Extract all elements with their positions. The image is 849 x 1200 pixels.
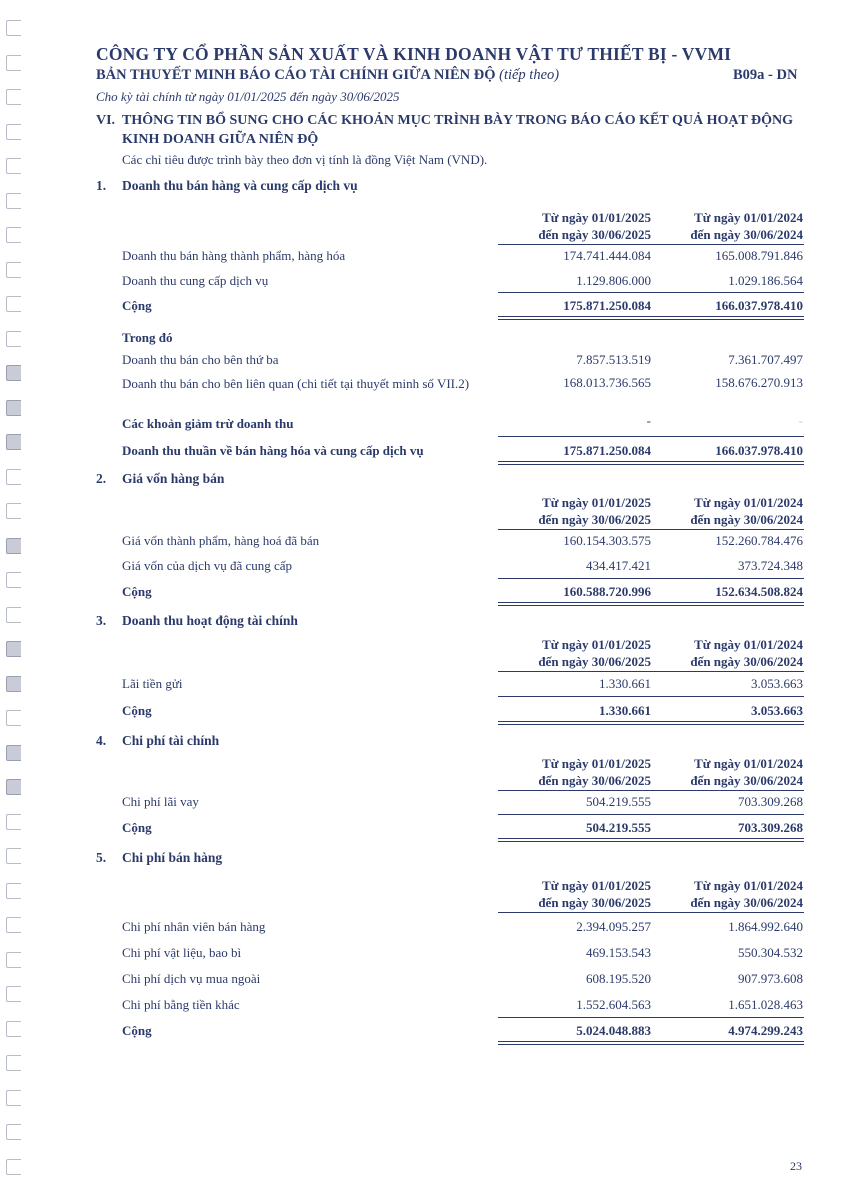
binder-ring bbox=[6, 952, 21, 968]
note-3-title: Doanh thu hoạt động tài chính bbox=[122, 613, 298, 628]
binder-ring bbox=[6, 503, 21, 519]
note-2-col-2025 bbox=[538, 494, 651, 528]
binder-ring bbox=[6, 538, 21, 554]
binder-ring bbox=[6, 400, 21, 416]
total-label: Cộng bbox=[122, 1023, 152, 1038]
total-cell: 1.330.661 bbox=[599, 703, 651, 718]
col-2024-line2: đến ngày 30/06/2024 bbox=[690, 512, 803, 527]
binder-ring bbox=[6, 814, 21, 830]
binder-ring bbox=[6, 779, 21, 795]
table-cell: 165.008.791.846 bbox=[715, 248, 803, 263]
binder-ring bbox=[6, 434, 21, 450]
table-cell: 158.676.270.913 bbox=[715, 375, 803, 390]
col-2025-line1: Từ ngày 01/01/2025 bbox=[542, 878, 651, 893]
total-cell: 152.634.508.824 bbox=[715, 584, 803, 599]
table-row-label: Giá vốn của dịch vụ đã cung cấp bbox=[122, 558, 293, 573]
binder-ring bbox=[6, 848, 21, 864]
company-name: CÔNG TY CỔ PHẦN SẢN XUẤT VÀ KINH DOANH VẬT TƯ THIẾT BỊ - VVMI bbox=[96, 44, 732, 64]
note-1-title: Doanh thu bán hàng và cung cấp dịch vụ bbox=[122, 178, 358, 193]
total-cell: 703.309.268 bbox=[738, 820, 803, 835]
total-cell: 504.219.555 bbox=[586, 820, 651, 835]
table-cell: - bbox=[798, 413, 803, 428]
binder-ring bbox=[6, 158, 21, 174]
binder-ring bbox=[6, 262, 21, 278]
total-label: Cộng bbox=[122, 820, 152, 835]
subheading-label: Trong đó bbox=[122, 330, 173, 345]
binder-ring bbox=[6, 917, 21, 933]
total-cell: 175.871.250.084 bbox=[563, 298, 651, 313]
binder-ring bbox=[6, 710, 21, 726]
reporting-period: Cho kỳ tài chính từ ngày 01/01/2025 đến ngày 30/06/2025 bbox=[96, 89, 400, 104]
binder-ring bbox=[6, 745, 21, 761]
total-label: Cộng bbox=[122, 298, 152, 313]
col-2024-line1: Từ ngày 01/01/2024 bbox=[694, 637, 803, 652]
binder-ring bbox=[6, 227, 21, 243]
col-2024-line2: đến ngày 30/06/2024 bbox=[690, 895, 803, 910]
note-5-col-2024 bbox=[690, 877, 803, 911]
table-row-label: Các khoản giảm trừ doanh thu bbox=[122, 416, 294, 431]
section-number: VI. bbox=[96, 113, 116, 128]
table-row-label: Lãi tiền gửi bbox=[122, 676, 183, 691]
col-2024-line2: đến ngày 30/06/2024 bbox=[690, 773, 803, 788]
note-3-col-2024 bbox=[690, 636, 803, 670]
table-cell: 373.724.348 bbox=[738, 558, 803, 573]
col-2024-line2: đến ngày 30/06/2024 bbox=[690, 227, 803, 242]
table-row-label: Chi phí nhân viên bán hàng bbox=[122, 919, 266, 934]
binder-ring bbox=[6, 469, 21, 485]
binder-ring bbox=[6, 1090, 21, 1106]
note-1-col-2025 bbox=[538, 209, 651, 243]
table-cell: 907.973.608 bbox=[738, 971, 803, 986]
binder-edge bbox=[6, 20, 24, 1180]
col-2025-line2: đến ngày 30/06/2025 bbox=[538, 773, 651, 788]
col-2025-line2: đến ngày 30/06/2025 bbox=[538, 512, 651, 527]
report-subtitle bbox=[96, 67, 559, 84]
col-2024-line1: Từ ngày 01/01/2024 bbox=[694, 756, 803, 771]
binder-ring bbox=[6, 193, 21, 209]
table-cell: 469.153.543 bbox=[586, 945, 651, 960]
binder-ring bbox=[6, 331, 21, 347]
table-cell: 1.330.661 bbox=[599, 676, 651, 691]
binder-ring bbox=[6, 124, 21, 140]
binder-ring bbox=[6, 676, 21, 692]
table-cell: 1.029.186.564 bbox=[728, 273, 803, 288]
table-cell: 1.129.806.000 bbox=[576, 273, 651, 288]
col-2024-line1: Từ ngày 01/01/2024 bbox=[694, 878, 803, 893]
col-2024-line1: Từ ngày 01/01/2024 bbox=[694, 210, 803, 225]
note-4-col-2025 bbox=[538, 755, 651, 789]
note-4-col-2024 bbox=[690, 755, 803, 789]
col-2025-line2: đến ngày 30/06/2025 bbox=[538, 654, 651, 669]
table-row-label: Doanh thu bán cho bên liên quan (chi tiết tại thuyết minh số VII.2) bbox=[122, 376, 470, 391]
note-1-col-2024 bbox=[690, 209, 803, 243]
note-3-col-2025 bbox=[538, 636, 651, 670]
table-cell: 434.417.421 bbox=[586, 558, 651, 573]
binder-ring bbox=[6, 365, 21, 381]
binder-ring bbox=[6, 1055, 21, 1071]
table-cell: 168.013.736.565 bbox=[563, 375, 651, 390]
table-row-label: Doanh thu bán cho bên thứ ba bbox=[122, 352, 279, 367]
table-cell: 152.260.784.476 bbox=[715, 533, 803, 548]
col-2025-line1: Từ ngày 01/01/2025 bbox=[542, 756, 651, 771]
total-cell: 160.588.720.996 bbox=[563, 584, 651, 599]
table-cell: 608.195.520 bbox=[586, 971, 651, 986]
table-cell: 504.219.555 bbox=[586, 794, 651, 809]
total-label: Cộng bbox=[122, 703, 152, 718]
table-row-label: Giá vốn thành phẩm, hàng hoá đã bán bbox=[122, 533, 320, 548]
col-2024-line2: đến ngày 30/06/2024 bbox=[690, 654, 803, 669]
binder-ring bbox=[6, 1124, 21, 1140]
report-subtitle-note: (tiếp theo) bbox=[499, 67, 560, 83]
table-cell: 1.864.992.640 bbox=[728, 919, 803, 934]
table-cell: - bbox=[646, 413, 651, 428]
report-subtitle-text: BẢN THUYẾT MINH BÁO CÁO TÀI CHÍNH GIỮA NIÊN ĐỘ bbox=[96, 67, 496, 83]
note-3-number: 3. bbox=[96, 613, 107, 628]
table-row-label: Chi phí vật liệu, bao bì bbox=[122, 945, 242, 960]
table-cell: 550.304.532 bbox=[738, 945, 803, 960]
col-2025-line1: Từ ngày 01/01/2025 bbox=[542, 495, 651, 510]
binder-ring bbox=[6, 1159, 21, 1175]
binder-ring bbox=[6, 1021, 21, 1037]
binder-ring bbox=[6, 607, 21, 623]
total-label: Doanh thu thuần về bán hàng hóa và cung cấp dịch vụ bbox=[122, 443, 424, 458]
table-row-label: Chi phí dịch vụ mua ngoài bbox=[122, 971, 261, 986]
col-2025-line1: Từ ngày 01/01/2025 bbox=[542, 210, 651, 225]
binder-ring bbox=[6, 20, 21, 36]
table-cell: 3.053.663 bbox=[751, 676, 803, 691]
table-cell: 7.857.513.519 bbox=[576, 352, 651, 367]
total-label: Cộng bbox=[122, 584, 152, 599]
table-cell: 1.552.604.563 bbox=[576, 997, 651, 1012]
note-5-number: 5. bbox=[96, 850, 107, 865]
table-row-label: Doanh thu cung cấp dịch vụ bbox=[122, 273, 269, 288]
note-5-col-2025 bbox=[538, 877, 651, 911]
note-2-title: Giá vốn hàng bán bbox=[122, 471, 225, 486]
note-5-title: Chi phí bán hàng bbox=[122, 850, 223, 865]
binder-ring bbox=[6, 296, 21, 312]
note-2-number: 2. bbox=[96, 471, 107, 486]
table-cell: 2.394.095.257 bbox=[576, 919, 651, 934]
binder-ring bbox=[6, 572, 21, 588]
currency-note: Các chỉ tiêu được trình bày theo đơn vị tính là đồng Việt Nam (VND). bbox=[122, 152, 488, 167]
form-code: B09a - DN bbox=[733, 67, 798, 83]
total-cell: 3.053.663 bbox=[751, 703, 803, 718]
note-4-title: Chi phí tài chính bbox=[122, 733, 220, 748]
section-title: THÔNG TIN BỔ SUNG CHO CÁC KHOẢN MỤC TRÌNH BÀY TRONG BÁO CÁO KẾT QUẢ HOẠT ĐỘNG KINH DOANH GIỮA NIÊN ĐỘ bbox=[122, 113, 794, 147]
binder-ring bbox=[6, 986, 21, 1002]
col-2024-line1: Từ ngày 01/01/2024 bbox=[694, 495, 803, 510]
table-cell: 703.309.268 bbox=[738, 794, 803, 809]
binder-ring bbox=[6, 641, 21, 657]
note-2-col-2024 bbox=[690, 494, 803, 528]
total-cell: 5.024.048.883 bbox=[576, 1023, 651, 1038]
table-cell: 7.361.707.497 bbox=[728, 352, 803, 367]
table-row-label: Chi phí bằng tiền khác bbox=[122, 997, 240, 1012]
total-cell: 4.974.299.243 bbox=[728, 1023, 803, 1038]
table-cell: 160.154.303.575 bbox=[563, 533, 651, 548]
note-4-number: 4. bbox=[96, 733, 107, 748]
table-row-label: Doanh thu bán hàng thành phẩm, hàng hóa bbox=[122, 248, 346, 263]
table-row-label: Chi phí lãi vay bbox=[122, 794, 199, 809]
total-cell: 166.037.978.410 bbox=[715, 298, 803, 313]
binder-ring bbox=[6, 883, 21, 899]
binder-ring bbox=[6, 89, 21, 105]
table-cell: 1.651.028.463 bbox=[728, 997, 803, 1012]
col-2025-line1: Từ ngày 01/01/2025 bbox=[542, 637, 651, 652]
binder-ring bbox=[6, 55, 21, 71]
note-1-number: 1. bbox=[96, 178, 107, 193]
col-2025-line2: đến ngày 30/06/2025 bbox=[538, 895, 651, 910]
col-2025-line2: đến ngày 30/06/2025 bbox=[538, 227, 651, 242]
total-cell: 166.037.978.410 bbox=[715, 443, 803, 458]
page-number: 23 bbox=[790, 1159, 802, 1173]
total-cell: 175.871.250.084 bbox=[563, 443, 651, 458]
table-cell: 174.741.444.084 bbox=[563, 248, 651, 263]
